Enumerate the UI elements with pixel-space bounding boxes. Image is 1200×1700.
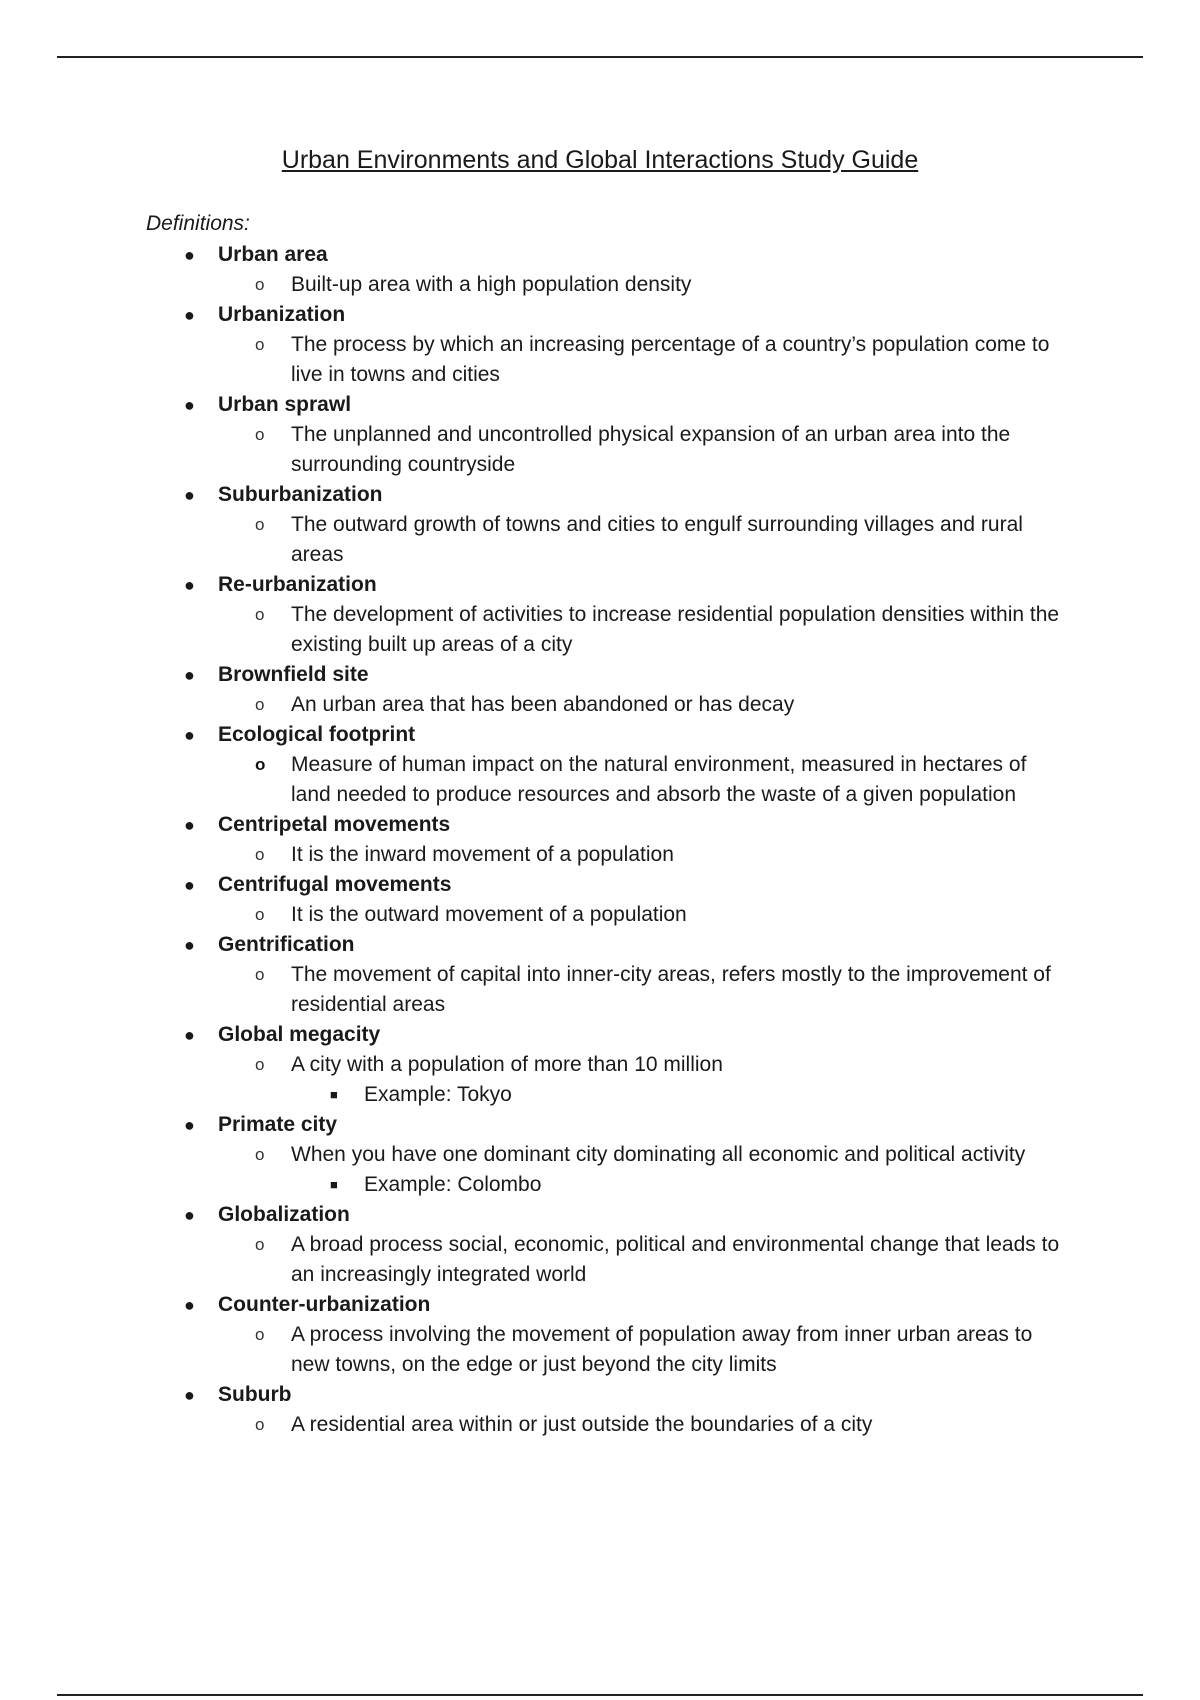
example-text: Example: Colombo [364,1173,542,1196]
definition-desc [0,510,1071,570]
bullet-icon: ● [184,395,195,415]
square-bullet-icon: ■ [330,1087,338,1102]
desc-text: Built-up area with a high population density [291,273,692,296]
bullet-icon: ● [184,305,195,325]
circle-bullet-icon: o [255,275,265,294]
term-label: Suburb [218,1383,292,1406]
bullet-icon: ● [184,1205,195,1225]
term-label: Globalization [218,1203,350,1226]
bullet-icon: ● [184,815,195,835]
bullet-icon: ● [184,875,195,895]
circle-bullet-icon: o [255,605,265,624]
term-label: Urbanization [218,303,346,326]
term-label: Primate city [218,1113,338,1136]
desc-text: A process involving the movement of population away from inner urban areas to new towns, on the edge or just beyond the city limits [291,1323,1033,1376]
term-label: Counter-urbanization [218,1293,431,1316]
desc-text: It is the inward movement of a population [291,843,674,866]
circle-bullet-icon: o [255,1325,265,1344]
desc-text: It is the outward movement of a population [291,903,687,926]
definition-desc [0,600,1071,660]
circle-bullet-icon: o [255,1145,265,1164]
bullet-icon: ● [184,245,195,265]
section-label: Definitions: [146,212,250,235]
bullet-icon: ● [184,575,195,595]
top-rule [57,56,1143,58]
circle-bullet-icon: o [255,695,265,714]
desc-text: A city with a population of more than 10 million [291,1053,723,1076]
desc-text: The development of activities to increase residential population densities within the existing built up areas of a city [291,603,1060,656]
circle-bullet-icon: o [255,1415,265,1434]
bullet-icon: ● [184,665,195,685]
definition-desc [0,1230,1071,1290]
term-label: Urban sprawl [218,393,352,416]
desc-text: The movement of capital into inner-city areas, refers mostly to the improvement of residential areas [291,963,1051,1016]
definition-desc [0,960,1071,1020]
definition-term [0,570,1200,600]
bullet-icon: ● [184,1295,195,1315]
bullet-icon: ● [184,1115,195,1135]
term-label: Ecological footprint [218,723,416,746]
definition-term [0,1380,1200,1410]
desc-text: The unplanned and uncontrolled physical expansion of an urban area into the surrounding countryside [291,423,1011,476]
term-label: Re-urbanization [218,573,377,596]
definition-term [0,1200,1200,1230]
definition-desc [0,330,1071,390]
definition-term [0,870,1200,900]
desc-text: A broad process social, economic, political and environmental change that leads to an increasingly integrated world [291,1233,1060,1286]
desc-text: The process by which an increasing percentage of a country’s population come to live in towns and cities [291,333,1050,386]
circle-bullet-icon: o [255,515,265,534]
example-text: Example: Tokyo [364,1083,512,1106]
circle-bullet-icon: o [255,425,265,444]
definition-term [0,660,1200,690]
definition-desc [0,1140,1071,1170]
definition-term [0,300,1200,330]
square-bullet-icon: ■ [330,1177,338,1192]
circle-bullet-icon: o [255,965,265,984]
circle-bullet-icon: o [255,1235,265,1254]
definition-desc [0,1050,1071,1080]
definition-desc [0,900,1071,930]
definition-example [0,1170,1200,1200]
bullet-icon: ● [184,935,195,955]
circle-bullet-icon: o [255,905,265,924]
desc-text: Measure of human impact on the natural environment, measured in hectares of land needed to produce resources and absorb the waste of a given population [291,753,1027,806]
definition-example [0,1080,1200,1110]
definition-term [0,810,1200,840]
definition-term [0,390,1200,420]
definition-desc [0,1320,1071,1380]
term-label: Brownfield site [218,663,369,686]
desc-text: A residential area within or just outside the boundaries of a city [291,1413,873,1436]
desc-text: An urban area that has been abandoned or has decay [291,693,795,716]
desc-text: When you have one dominant city dominating all economic and political activity [291,1143,1026,1166]
bullet-icon: ● [184,485,195,505]
bullet-icon: ● [184,725,195,745]
bullet-icon: ● [184,1385,195,1405]
circle-bullet-icon: o [255,755,266,774]
definition-desc [0,1410,1071,1440]
term-label: Centripetal movements [218,813,451,836]
definition-desc [0,840,1071,870]
term-label: Gentrification [218,933,355,956]
definition-term [0,720,1200,750]
definition-desc [0,690,1071,720]
definition-term [0,930,1200,960]
circle-bullet-icon: o [255,335,265,354]
page-title: Urban Environments and Global Interactions Study Guide [281,146,919,174]
circle-bullet-icon: o [255,845,265,864]
definitions-list [0,240,1200,1440]
bullet-icon: ● [184,1025,195,1045]
desc-text: The outward growth of towns and cities to engulf surrounding villages and rural areas [291,513,1023,566]
circle-bullet-icon: o [255,1055,265,1074]
term-label: Urban area [218,243,328,266]
term-label: Centrifugal movements [218,873,452,896]
definition-desc [0,750,1071,810]
term-label: Suburbanization [218,483,383,506]
definition-desc [0,420,1071,480]
definition-term [0,1020,1200,1050]
bottom-rule [57,1694,1143,1696]
definition-term [0,480,1200,510]
definition-desc [0,270,1071,300]
term-label: Global megacity [218,1023,381,1046]
definition-term [0,1290,1200,1320]
definition-term [0,240,1200,270]
definition-term [0,1110,1200,1140]
